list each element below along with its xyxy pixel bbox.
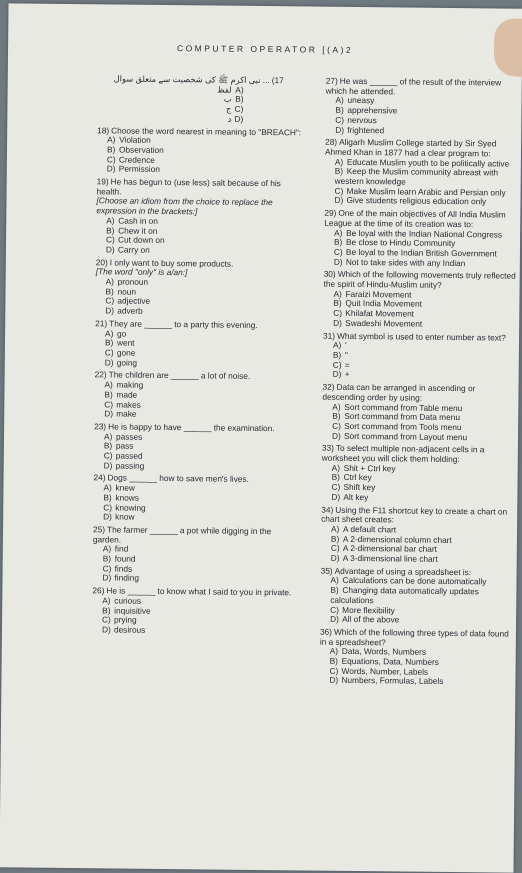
question-text: Which of the following three types of data found in a spreadsheet? — [319, 626, 509, 647]
question-number: 22) — [94, 369, 107, 380]
question-27 — [325, 77, 518, 137]
option-text: لفظ — [216, 84, 232, 95]
option-text: made — [116, 389, 138, 400]
option-label: D) — [101, 624, 111, 635]
question-number: 18) — [97, 124, 110, 135]
question-number: 28) — [325, 136, 338, 147]
option-text: finding — [114, 572, 140, 584]
option-label: A) — [103, 482, 112, 493]
question-number: 27) — [325, 75, 338, 86]
question-text: Advantage of using a spreadsheet is: — [334, 565, 472, 577]
answer-option — [323, 319, 515, 331]
option-text: apprehensive — [347, 104, 398, 116]
question-17 — [97, 74, 305, 125]
option-text: nervous — [347, 114, 377, 126]
option-text: Be loyal with the Indian National Congress — [346, 227, 503, 240]
option-label: B) — [331, 472, 340, 483]
option-label: A) — [332, 340, 342, 351]
answer-option — [320, 615, 512, 627]
option-label: D) — [329, 675, 339, 686]
question-text: Aligarh Muslim College started by Sir Syed Ahmed Khan in 1877 had a clear program to: — [324, 137, 497, 159]
option-text: Shift key — [343, 481, 376, 493]
question-text: Using the F11 shortcut key to create a chart on chart sheet creates: — [321, 504, 508, 525]
option-text: passed — [115, 450, 143, 461]
option-label: A) — [334, 227, 343, 238]
question-instruction: [Choose an idiom from the choice to replace the expression in the brackets:] — [96, 195, 273, 217]
option-label: B) — [333, 298, 342, 309]
answer-option — [92, 574, 300, 586]
option-label: A) — [331, 462, 341, 473]
option-label: B) — [102, 553, 112, 564]
answer-option — [95, 358, 303, 370]
question-text: They are ______ to a party this evening. — [109, 318, 258, 330]
option-label: A) — [329, 646, 339, 657]
option-label: B) — [330, 584, 339, 595]
option-label: C) — [332, 420, 341, 431]
option-label: (B — [235, 94, 244, 105]
option-text: found — [114, 553, 136, 564]
option-text: knowing — [115, 502, 146, 513]
option-label: C) — [103, 450, 113, 461]
option-text: passing — [115, 460, 145, 471]
answer-option — [97, 113, 283, 125]
answer-option — [324, 257, 516, 269]
option-label: D) — [333, 256, 343, 267]
option-text: makes — [116, 398, 141, 410]
exam-paper — [0, 3, 522, 872]
option-text: Words, Number, Labels — [341, 665, 429, 677]
option-text: " — [344, 349, 348, 360]
option-text: Cut down on — [118, 234, 165, 246]
option-text: adverb — [117, 305, 143, 316]
option-text: Changing data automatically updates calculations — [330, 585, 479, 606]
option-label: (D — [234, 113, 244, 124]
question-number: 25) — [92, 524, 106, 535]
option-text: Be loyal to the Indian British Government — [345, 246, 497, 259]
question-21 — [95, 319, 303, 370]
option-label: (A — [235, 84, 244, 95]
option-label: D) — [331, 430, 341, 441]
question-text: He has begun to (use less) salt because of his health. — [96, 176, 281, 197]
option-text: A 2-dimensional bar chart — [342, 543, 437, 555]
option-text: Credence — [118, 154, 155, 165]
option-text: ب — [223, 93, 232, 105]
option-label: B) — [104, 337, 114, 348]
option-text: knew — [115, 482, 135, 493]
question-number: 23) — [94, 421, 107, 432]
option-label: C) — [333, 246, 343, 257]
question-18 — [97, 126, 305, 177]
question-text: I only want to buy some products. — [109, 257, 234, 269]
option-label: B) — [332, 349, 342, 360]
option-text: Data, Words, Numbers — [341, 646, 427, 658]
option-text: Equations, Data, Numbers — [341, 655, 440, 667]
option-text: All of the above — [342, 614, 400, 625]
option-label: B) — [105, 286, 114, 297]
option-text: go — [117, 328, 127, 339]
question-stem — [98, 74, 284, 86]
option-text: know — [115, 511, 135, 522]
question-text: The farmer ______ a pot while digging in the garden. — [92, 524, 272, 545]
answer-option — [97, 165, 305, 177]
question-text: He is ______ to know what I said to you in private. — [106, 585, 292, 598]
option-label: A) — [102, 543, 112, 554]
answer-option — [322, 431, 514, 443]
question-35 — [320, 566, 513, 626]
option-label: (C — [234, 103, 244, 114]
option-text: Permission — [118, 163, 160, 175]
option-label: B) — [334, 237, 343, 248]
right-column — [319, 77, 517, 688]
option-label: D) — [335, 124, 345, 135]
option-text: A default chart — [343, 523, 397, 535]
option-text: Keep the Muslim community abreast with western knowledge — [334, 166, 499, 187]
question-text: The children are ______ a lot of noise. — [108, 369, 251, 382]
question-20 — [95, 258, 304, 318]
option-label: C) — [330, 543, 340, 554]
option-text: Sort command from Table menu — [344, 401, 463, 413]
option-label: C) — [332, 359, 342, 370]
option-label: A) — [333, 288, 342, 299]
option-text: Khilafat Movement — [345, 308, 415, 319]
question-number: 35) — [320, 565, 333, 576]
option-label: D) — [330, 613, 339, 625]
answer-option — [92, 625, 300, 637]
option-text: adjective — [117, 295, 151, 307]
option-text: gone — [116, 347, 136, 358]
option-text: Give students religious education only — [346, 195, 487, 207]
question-33 — [321, 444, 514, 504]
option-text: Sort command from Tools menu — [344, 420, 462, 433]
option-text: went — [116, 337, 135, 348]
option-label: B) — [330, 533, 340, 544]
option-label: D) — [105, 244, 115, 255]
answer-option — [94, 409, 302, 421]
option-label: D) — [104, 357, 114, 368]
question-text: ... نبی اکرم ﷺ کی شخصیت سے متعلق سوال — [113, 73, 270, 86]
question-number: 20) — [95, 256, 108, 268]
question-number: 32) — [322, 381, 335, 392]
option-label: C) — [106, 153, 116, 165]
question-28 — [324, 138, 517, 208]
option-label: C) — [104, 398, 114, 409]
option-label: D) — [102, 572, 112, 583]
option-label: A) — [105, 327, 114, 339]
question-text: Dogs ______ how to save men's lives. — [107, 472, 249, 485]
question-number: 29) — [324, 207, 337, 218]
option-label: C) — [335, 114, 345, 125]
option-label: B) — [103, 440, 113, 451]
option-text: inquisitive — [114, 605, 151, 616]
option-text: More flexibility — [342, 604, 395, 615]
option-text: ج — [226, 103, 232, 114]
option-label: A) — [104, 379, 113, 390]
question-34 — [321, 505, 514, 565]
option-text: Observation — [118, 144, 164, 155]
answer-option — [93, 512, 301, 524]
option-text: knows — [115, 492, 139, 503]
question-number: 30) — [323, 269, 336, 280]
question-number: 24) — [93, 472, 106, 483]
option-text: passes — [115, 431, 143, 442]
option-text: noun — [117, 286, 137, 297]
question-22 — [94, 371, 302, 422]
answer-option — [94, 461, 302, 473]
question-text: He was ______ of the result of the interview which he attended. — [325, 75, 502, 97]
option-label: B) — [335, 104, 344, 115]
question-text: One of the main objectives of All India Muslim League at the time of its creation was to: — [324, 207, 506, 230]
question-23 — [94, 422, 302, 473]
option-label: C) — [331, 481, 341, 492]
option-label: A) — [332, 401, 341, 412]
option-label: C) — [105, 295, 115, 306]
answer-option — [324, 196, 516, 208]
option-text: Educate Muslim youth to be politically active — [346, 156, 510, 169]
option-label: B) — [103, 492, 112, 503]
option-text: making — [116, 379, 144, 390]
question-text: Data can be arranged in ascending or descending order by using: — [322, 381, 476, 403]
option-label: A) — [335, 95, 344, 106]
question-31 — [323, 331, 515, 382]
question-text: He is happy to have ______ the examination. — [108, 421, 275, 434]
option-text: Shit + Ctrl key — [343, 462, 396, 474]
question-26 — [92, 586, 300, 637]
option-text: find — [114, 543, 129, 554]
option-text: Violation — [119, 134, 151, 146]
question-36 — [319, 628, 512, 688]
option-text: A 3-dimensional line chart — [342, 552, 438, 564]
option-label: B) — [332, 410, 341, 422]
option-label: C) — [334, 185, 344, 196]
option-label: B) — [104, 389, 113, 400]
question-number: 21) — [95, 318, 108, 329]
option-label: A) — [103, 430, 113, 442]
option-text: Carry on — [117, 244, 150, 255]
option-text: Sort command from Layout menu — [343, 430, 468, 442]
answer-option — [321, 554, 513, 566]
option-text: pass — [115, 440, 134, 451]
left-column — [92, 74, 306, 637]
question-19 — [96, 177, 305, 257]
option-text: make — [116, 408, 137, 419]
option-label: C) — [330, 604, 340, 615]
answer-option — [323, 370, 515, 382]
option-text: A 2-dimensional column chart — [342, 533, 452, 545]
question-text: What symbol is used to enter number as text? — [337, 330, 506, 343]
question-32 — [322, 383, 515, 443]
answer-option — [319, 676, 511, 688]
option-label: D) — [104, 408, 114, 419]
option-label: A) — [334, 156, 344, 167]
option-text: desirous — [113, 624, 146, 635]
option-text: Chew it on — [118, 225, 158, 236]
option-label: A) — [330, 575, 339, 586]
question-text: Which of the following movements truly reflected the spirit of Hindu-Muslim unity? — [323, 269, 516, 290]
answer-option — [95, 306, 303, 318]
option-text: curious — [114, 595, 142, 606]
option-label: C) — [329, 665, 339, 676]
question-24 — [93, 474, 301, 525]
option-text: frightened — [347, 124, 385, 135]
option-label: C) — [102, 614, 111, 625]
option-text: finds — [114, 563, 133, 574]
question-text: To select multiple non-adjacent cells in a worksheet you will click them holding: — [321, 443, 485, 465]
option-label: D) — [331, 491, 341, 502]
option-label: D) — [103, 511, 112, 522]
option-text: Calculations can be done automatically — [342, 575, 487, 587]
option-label: B) — [329, 655, 339, 666]
question-instruction: [The word "only" is a/an:] — [95, 266, 188, 278]
option-label: B) — [334, 166, 344, 177]
option-label: B) — [106, 144, 116, 155]
option-text: + — [344, 369, 350, 380]
option-label: B) — [106, 224, 115, 236]
answer-option — [321, 492, 513, 504]
option-label: A) — [107, 134, 116, 145]
option-text: Numbers, Formulas, Labels — [341, 675, 444, 687]
question-number: 17) — [271, 75, 284, 86]
option-text: = — [344, 359, 350, 370]
question-29 — [324, 209, 517, 269]
option-text: Cash in on — [118, 215, 158, 226]
question-number: 34) — [321, 504, 334, 515]
option-label: A) — [106, 215, 115, 226]
option-label: C) — [102, 563, 112, 574]
option-text: Swadeshi Movement — [345, 317, 423, 329]
option-label: B) — [102, 604, 111, 615]
option-text: Make Muslim learn Arabic and Persian only — [346, 185, 506, 198]
option-label: D) — [333, 317, 343, 328]
paper-title: COMPUTER OPERATOR [(A)2 — [176, 43, 354, 55]
question-number: 33) — [321, 442, 334, 454]
option-label: C) — [104, 347, 114, 358]
question-number: 31) — [323, 330, 336, 341]
option-text: uneasy — [347, 95, 375, 106]
option-text: pronoun — [117, 276, 149, 287]
option-text: Be close to Hindu Community — [346, 237, 456, 249]
option-label: C) — [333, 307, 343, 319]
option-label: D) — [103, 460, 113, 471]
option-label: C) — [106, 234, 115, 245]
option-text: Ctrl key — [343, 472, 372, 483]
option-text: prying — [114, 614, 137, 625]
option-label: C) — [103, 501, 113, 512]
option-text: Sort command from Data menu — [344, 411, 461, 423]
option-label: D) — [106, 163, 116, 174]
option-label: D) — [330, 552, 340, 563]
option-text: د — [227, 113, 232, 124]
option-text: Alt key — [343, 491, 369, 502]
question-number: 19) — [96, 176, 109, 187]
question-number: 36) — [319, 626, 333, 637]
option-label: A) — [331, 523, 340, 534]
option-text: Quit India Movement — [345, 298, 423, 310]
option-label: D) — [332, 369, 342, 380]
option-text: going — [116, 357, 138, 368]
option-label: A) — [102, 595, 111, 606]
option-label: D) — [105, 305, 115, 316]
question-number: 26) — [92, 585, 105, 596]
question-30 — [323, 270, 516, 330]
option-label: D) — [334, 195, 344, 206]
option-text: Not to take sides with any Indian — [345, 256, 466, 268]
option-text: Faraizi Movement — [345, 288, 412, 300]
question-25 — [92, 525, 301, 585]
option-label: A) — [105, 276, 114, 287]
question-text: Choose the word nearest in meaning to "BREACH": — [111, 124, 302, 137]
option-text: ' — [344, 340, 347, 351]
answer-option — [325, 125, 517, 137]
answer-option — [96, 245, 304, 257]
